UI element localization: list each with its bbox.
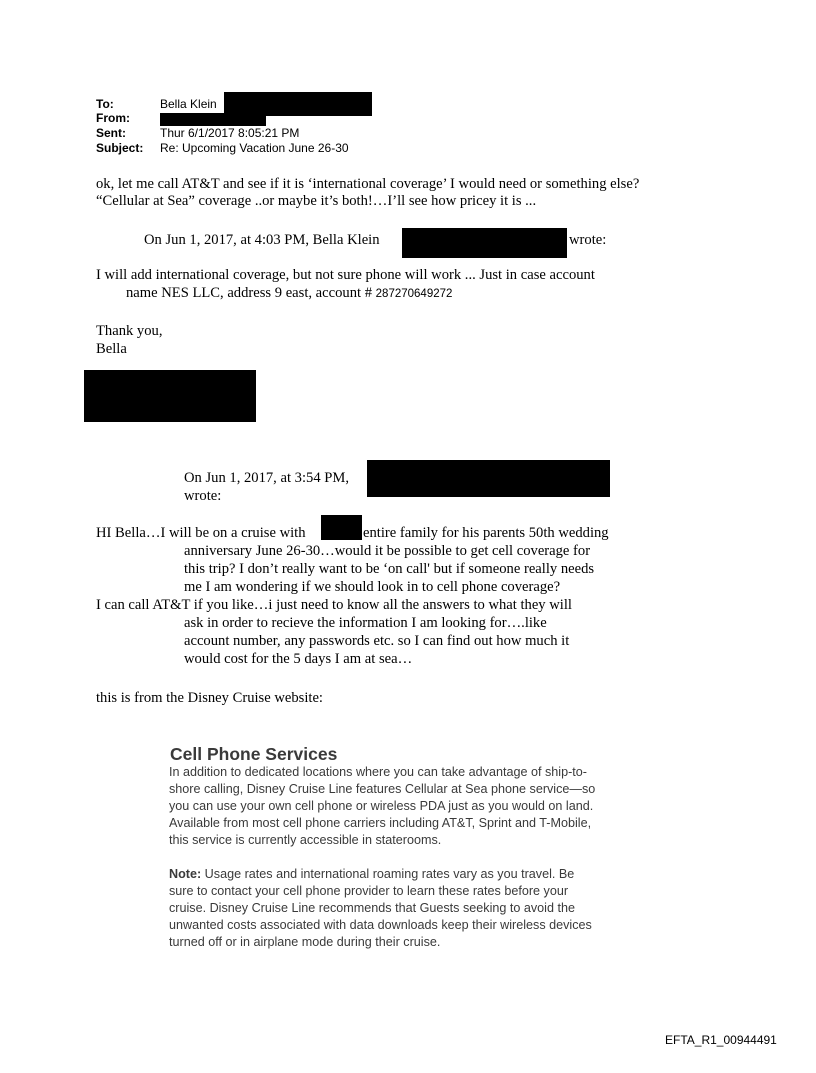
redaction-block [321,515,362,540]
website-intro: this is from the Disney Cruise website: [96,690,323,706]
thanks-line: Thank you, [96,323,163,339]
quote-line: name NES LLC, address 9 east, account # 287270649272 [126,285,453,301]
website-title: Cell Phone Services [170,744,338,764]
website-line: In addition to dedicated locations where you can take advantage of ship-to- [169,765,587,779]
website-line: sure to contact your cell phone provider to learn these rates before your [169,884,569,898]
document-id: EFTA_R1_00944491 [665,1033,777,1047]
from-label: From: [96,111,130,125]
quote-line: ask in order to recieve the information I am looking for….like [184,615,547,631]
website-line: you can use your own cell phone or wireless PDA just as you would on land. [169,799,594,813]
sent-value: Thur 6/1/2017 8:05:21 PM [160,126,300,140]
website-note [169,866,592,951]
note-label: Note: [169,867,202,881]
quote-wrote: wrote: [184,488,222,504]
quote-line: entire family for his parents 50th wedding [363,525,609,541]
quote-line: would cost for the 5 days I am at sea… [184,651,413,667]
website-paragraph [169,764,595,849]
website-line: unwanted costs associated with data downloads keep their wireless devices [169,918,592,932]
quote-line: account number, any passwords etc. so I can find out how much it [184,633,570,649]
signature: Bella [96,341,127,357]
redaction-block [402,228,567,258]
website-line: Available from most cell phone carriers including AT&T, Sprint and T-Mobile, [169,816,592,830]
reply-line: “Cellular at Sea” coverage ..or maybe it’s both!…I’ll see how pricey it is ... [96,193,537,209]
quote-line: I can call AT&T if you like…i just need to know all the answers to what they will [96,597,572,613]
subject-label: Subject: [96,141,144,155]
website-line: cruise. Disney Cruise Line recommends that Guests seeking to avoid the [169,901,575,915]
to-value: Bella Klein [160,97,217,111]
quote-attribution: On Jun 1, 2017, at 4:03 PM, Bella Klein [144,232,380,248]
quote-line: me I am wondering if we should look in to cell phone coverage? [184,579,561,595]
redaction-block [367,460,610,497]
sent-label: Sent: [96,126,126,140]
redaction-block [84,370,256,422]
quote-line: this trip? I don’t really want to be ‘on call' but if someone really needs [184,561,595,577]
account-number: 287270649272 [375,288,453,300]
subject-value: Re: Upcoming Vacation June 26-30 [160,141,349,155]
website-line: this service is currently accessible in staterooms. [169,833,442,847]
website-line: turned off or in airplane mode during their cruise. [169,935,441,949]
quote-line: I will add international coverage, but not sure phone will work ... Just in case account [96,267,595,283]
quote-line: HI Bella…I will be on a cruise with [96,525,306,541]
website-line: shore calling, Disney Cruise Line features Cellular at Sea phone service—so [169,782,596,796]
redaction-block [160,113,266,126]
website-line: Note: Usage rates and international roaming rates vary as you travel. Be [169,867,575,881]
to-label: To: [96,97,114,111]
quote-wrote: wrote: [569,232,607,248]
quote-line: anniversary June 26-30…would it be possible to get cell coverage for [184,543,591,559]
reply-line: ok, let me call AT&T and see if it is ‘international coverage’ I would need or something else? [96,176,640,192]
quote-attribution: On Jun 1, 2017, at 3:54 PM, [184,470,349,486]
